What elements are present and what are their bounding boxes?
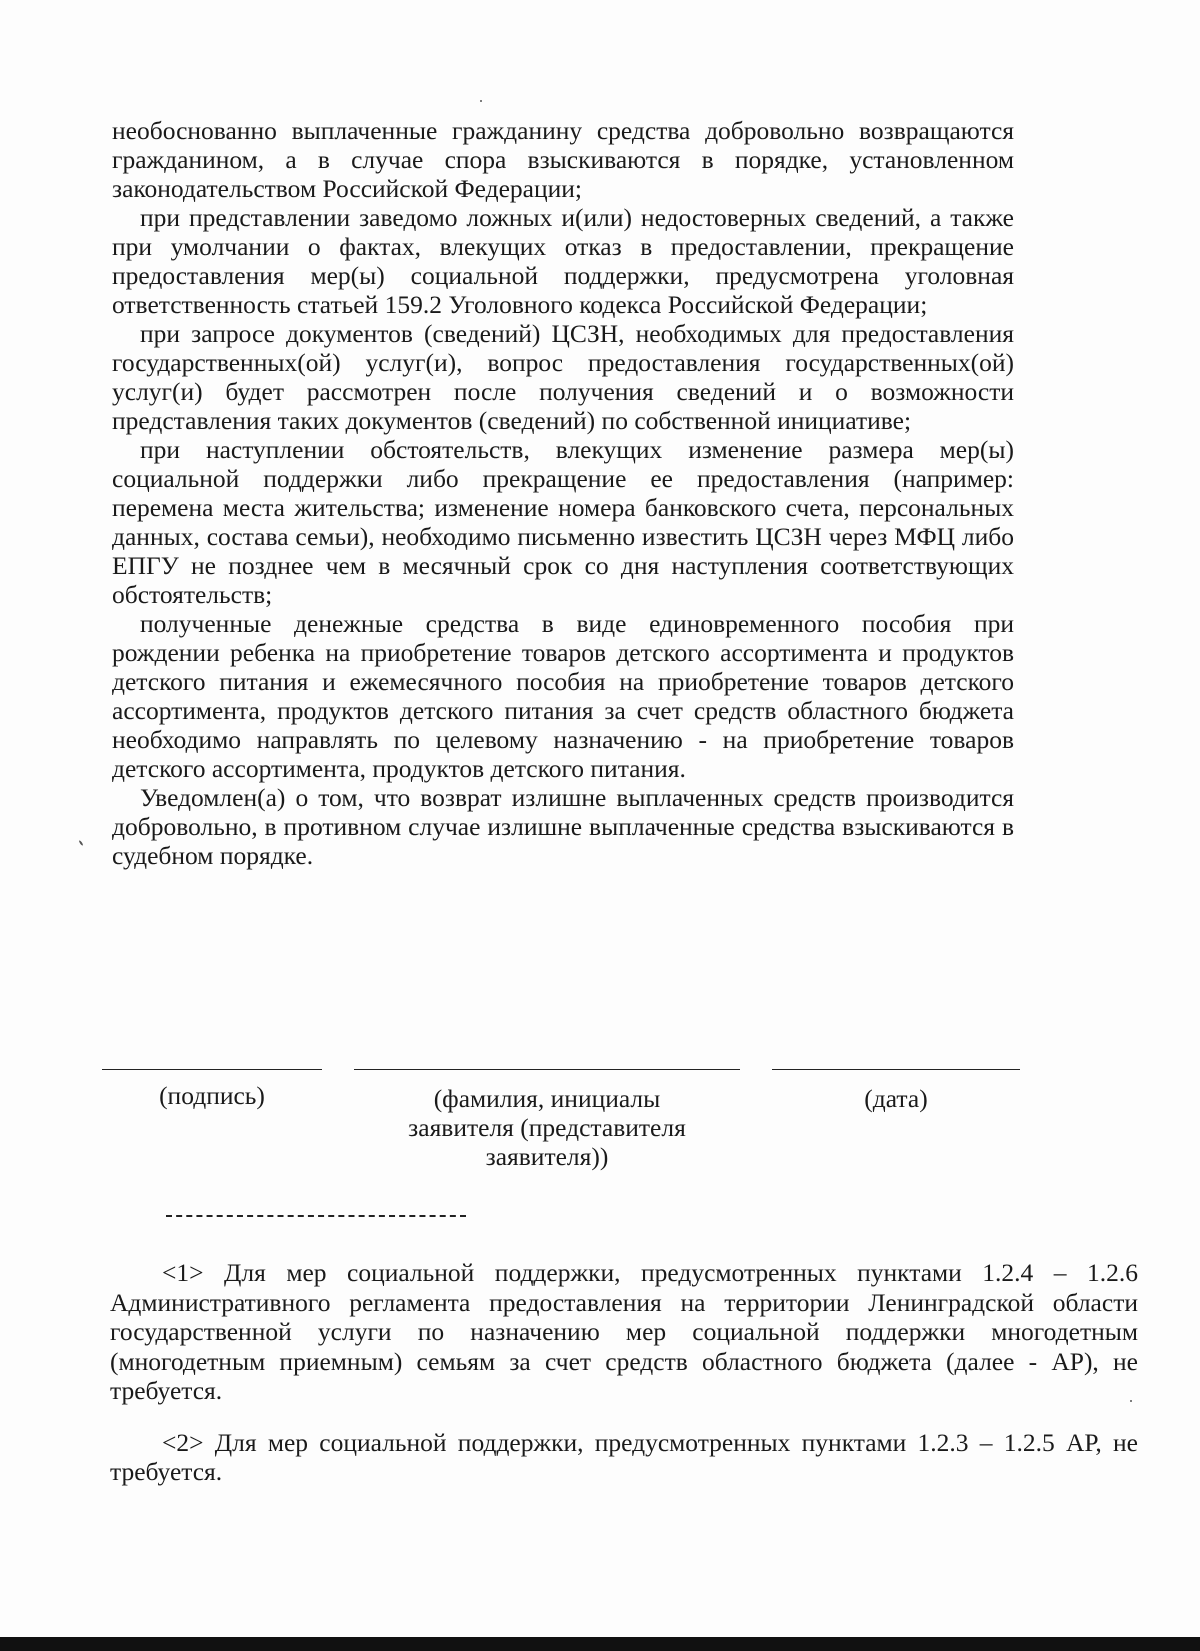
paragraph-document-request: при запросе документов (сведений) ЦСЗН, необходимых для предоставления государственных(ой) услуг(и), вопрос предоставления государственных(ой) услуг(и) будет рассмотрен после получения сведений и о возможности представления таких документов (сведений) по собственной инициативе; xyxy=(112,319,1014,435)
footnotes xyxy=(110,1258,1138,1509)
notice-body xyxy=(112,116,1014,870)
scan-speck xyxy=(78,840,83,846)
paragraph-refund: необоснованно выплаченные гражданину средства добровольно возвращаются гражданином, а в случае спора взыскиваются в порядке, установленном законодательством Российской Федерации; xyxy=(112,116,1014,203)
footnote-2: <2> Для мер социальной поддержки, предусмотренных пунктами 1.2.3 – 1.2.5 АР, не требуется. xyxy=(110,1427,1138,1486)
footnote-1: <1> Для мер социальной поддержки, предусмотренных пунктами 1.2.4 – 1.2.6 Административного регламента предоставления на территории Ленинградской области государственной услуги по назначению мер социальной поддержки многодетным (многодетным приемным) семьям за счет средств областного бюджета (далее - АР), не требуется. xyxy=(110,1258,1138,1405)
signature-caption: (подпись) xyxy=(159,1081,265,1110)
scan-speck xyxy=(480,100,482,102)
paragraph-targeted-use: полученные денежные средства в виде единовременного пособия при рождении ребенка на приобретение товаров детского ассортимента и продуктов детского питания и ежемесячного пособия на приобретение товаров детского ассортимента, продуктов детского питания за счет средств областного бюджета необходимо направлять по целевому назначению - на приобретение товаров детского ассортимента, продуктов детского питания. xyxy=(112,609,1014,783)
scan-edge xyxy=(0,1637,1200,1651)
name-caption xyxy=(368,1084,726,1171)
name-line xyxy=(354,1069,740,1070)
footnote-separator xyxy=(166,1215,466,1217)
paragraph-acknowledgement: Уведомлен(а) о том, что возврат излишне выплаченных средств производится добровольно, в противном случае излишне выплаченные средства взыскиваются в судебном порядке. xyxy=(112,783,1014,870)
name-caption-line-1: (фамилия, инициалы xyxy=(433,1084,661,1113)
date-caption: (дата) xyxy=(864,1084,928,1113)
name-caption-line-3: заявителя)) xyxy=(485,1142,609,1171)
name-caption-line-2: заявителя (представителя xyxy=(408,1113,686,1142)
paragraph-change-circumstances: при наступлении обстоятельств, влекущих изменение размера мер(ы) социальной поддержки либо прекращение ее предоставления (например: перемена места жительства; изменение номера банковского счета, персональных данных, состава семьи), необходимо письменно известить ЦСЗН через МФЦ либо ЕПГУ не позднее чем в месячный срок со дня наступления соответствующих обстоятельств; xyxy=(112,435,1014,609)
paragraph-false-information: при представлении заведомо ложных и(или) недостоверных сведений, а также при умолчании о фактах, влекущих отказ в предоставлении, прекращение предоставления мер(ы) социальной поддержки, предусмотрена уголовная ответственность статьей 159.2 Уголовного кодекса Российской Федерации; xyxy=(112,203,1014,319)
scan-speck xyxy=(1130,1400,1132,1402)
date-line xyxy=(772,1069,1020,1070)
signature-line xyxy=(102,1069,322,1070)
